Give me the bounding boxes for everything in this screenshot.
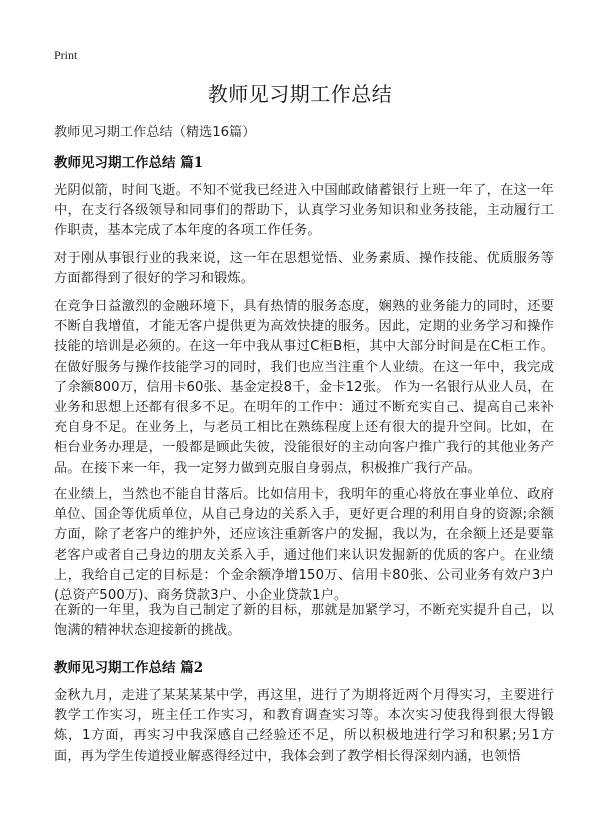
document-subtitle: 教师见习期工作总结（精选16篇） — [54, 125, 256, 140]
section-heading-2: 教师见习期工作总结 篇2 — [54, 660, 204, 676]
paragraph-1-2: 对于刚从事银行业的我来说，这一年在思想觉悟、业务素质、操作技能、优质服务等方面都得到了很好的学习和锻炼。 — [54, 251, 554, 287]
paragraph-1-1: 光阴似箭，时间飞逝。不知不觉我已经进入中国邮政储蓄银行上班一年了，在这一年中，在支行各级领导和同事们的帮助下，认真学习业务知识和业务技能，主动履行工作职责，基本完成了本年度的各项工作任务。 — [54, 183, 554, 239]
section-heading-1: 教师见习期工作总结 篇1 — [54, 155, 204, 171]
print-link[interactable]: Print — [54, 48, 78, 62]
paragraph-1-4: 在业绩上，当然也不能自甘落后。比如信用卡，我明年的重心将放在事业单位、政府单位、国企等优质单位，从自己身边的关系入手，更好更合理的利用自身的资源;余额方面，除了老客户的维护外，还应该注重新客户的发掘，我以为，在余额上还是要靠老客户或者自己身边的朋友关系入手，通过他们来认识发掘新的优质的客户。在业绩上，我给自己定的目标是：个金余额净增150万、信用卡80张、公司业务有效户3户(总资产500万)、商务贷款3户、小企业贷款1户。 — [54, 487, 554, 604]
paragraph-1-3: 在竞争日益激烈的金融环境下，具有热情的服务态度，娴熟的业务能力的同时，还要不断自我增值，才能无客户提供更为高效快捷的服务。因此，定期的业务学习和操作技能的培训是必须的。在这一年中我从事过C柜B柜，其中大部分时间是在C柜工作。在做好服务与操作技能学习的同时，我们也应当注重个人业绩。在这一年中，我完成了余额800万，信用卡60张、基金定投8千，金卡12张。 作为一名银行从业人员，在业务和思想上还都有很多不足。在明年的工作中：通过不断充实自己、提高自己来补充自身不足。在业务上，与老员工相比在熟练程度上还有很大的提升空间。比如，在柜台业务办理是，一般都是顾此失彼，没能很好的主动向客户推广我行的其他业务产品。在接下来一年，我一定努力做到克服自身弱点，积极推广我行产品。 — [54, 299, 554, 476]
paragraph-1-5: 在新的一年里，我为自己制定了新的目标，那就是加紧学习，不断充实提升自己，以饱满的精神状态迎接新的挑战。 — [54, 603, 554, 639]
paragraph-2-1: 金秋九月，走进了某某某某中学，再这里，进行了为期将近两个月得实习，主要进行教学工作实习，班主任工作实习，和教育调查实习等。本次实习使我得到很大得锻炼，1方面，再实习中我深感自己经验还不足，所以积极地进行学习和积累;另1方面，再为学生传道授业解惑得经过中，我体会到了教学相长得深刻内涵，也领悟 — [54, 688, 554, 764]
page-title: 教师见习期工作总结 — [207, 82, 393, 106]
